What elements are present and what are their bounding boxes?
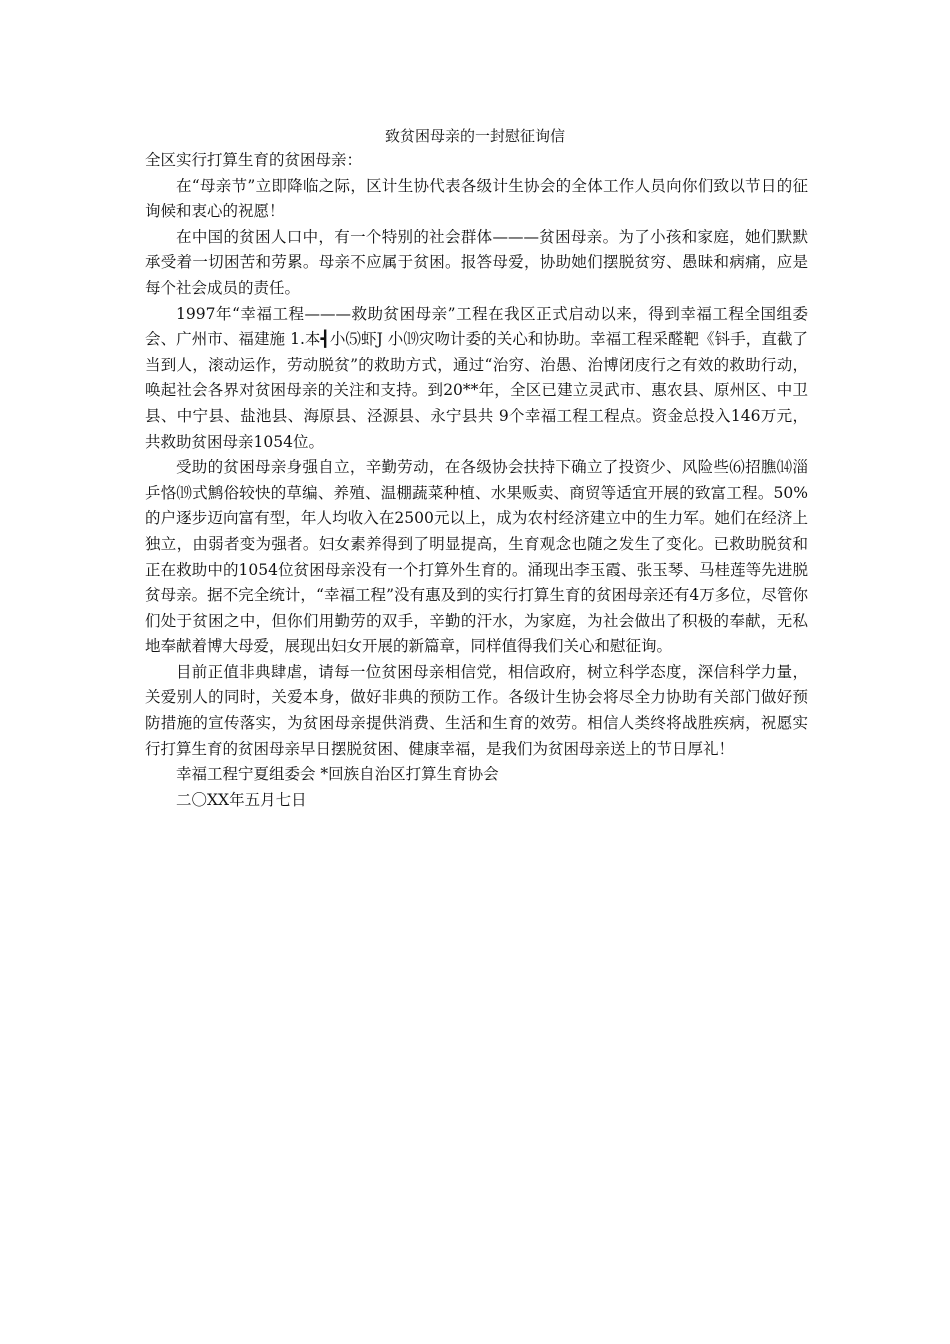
paragraph-project-history: 1997年“幸福工程———救助贫困母亲”工程在我区正式启动以来，得到幸福工程全国组委会、广州市、福建施 1.本┫小⑸虾J 小⒆灾吻计委的关心和协助。幸福工程采醛靶《钭手，直截了当到人，滚动运作，劳动脱贫”的救助方式，通过“治穷、治愚、治博闭庋行之有效的救助行动，唤起社会各界对贫困母亲的关注和支持。到20**年，全区已建立灵武市、惠农县、原州区、中卫县、中宁县、盐池县、海原县、泾源县、永宁县共 9个幸福工程工程点。资金总投入146万元，共救助贫困母亲1054位。 [145,304,808,451]
salutation: 全区实行打算生育的贫困母亲： [145,151,363,169]
paragraph-greeting: 在“母亲节”立即降临之际，区计生协代表各级计生协会的全体工作人员向你们致以节日的征询候和衷心的祝愿！ [145,176,808,221]
letter-body [145,148,808,813]
document-title: 致贫困母亲的一封慰征询信 [384,127,565,145]
paragraph-poor-mothers: 在中国的贫困人口中，有一个特别的社会群体———贫困母亲。为了小孩和家庭，她们默默承受着一切困苦和劳累。母亲不应属于贫困。报答母爱，协助她们摆脱贫穷、愚昧和病痛，应是每个社会成员的责任。 [145,227,808,297]
signature: 幸福工程宁夏组委会 *回族自治区打算生育协会 [176,765,499,784]
paragraph-achievements: 受助的贫困母亲身强自立，辛勤劳动，在各级协会扶持下确立了投资少、风险些⑹招膲⒁淄乒恪⒆式鹪俗较快的草编、养殖、温棚蔬菜种植、水果贩卖、商贸等适宜开展的致富工程。50%的户逐步迈向富有型，年人均收入在2500元以上，成为农村经济建立中的生力军。她们在经济上独立，由弱者变为强者。妇女素养得到了明显提高，生育观念也随之发生了变化。已救助脱贫和正在救助中的1054位贫困母亲没有一个打算外生育的。涌现出李玉霞、张玉琴、马桂莲等先进脱贫母亲。据不完全统计，“幸福工程”没有惠及到的实行打算生育的贫困母亲还有4万多位，尽管你们处于贫困之中，但你们用勤劳的双手，辛勤的汗水，为家庭，为社会做出了积极的奉献，无私地奉献着博大母爱，展现出妇女开展的新篇章，同样值得我们关心和慰征询。 [145,458,808,656]
letter-date: 二〇XX年五月七日 [176,790,307,809]
paragraph-sars-prevention: 目前正值非典肆虐，请每一位贫困母亲相信党，相信政府，树立科学态度，深信科学力量，关爱别人的同时，关爱本身，做好非典的预防工作。各级计生协会将尽全力协助有关部门做好预防措施的宣传落实，为贫困母亲提供消费、生活和生育的效劳。相信人类终将战胜疾病，祝愿实行打算生育的贫困母亲早日摆脱贫困、健康幸福，是我们为贫困母亲送上的节日厚礼！ [145,662,808,758]
